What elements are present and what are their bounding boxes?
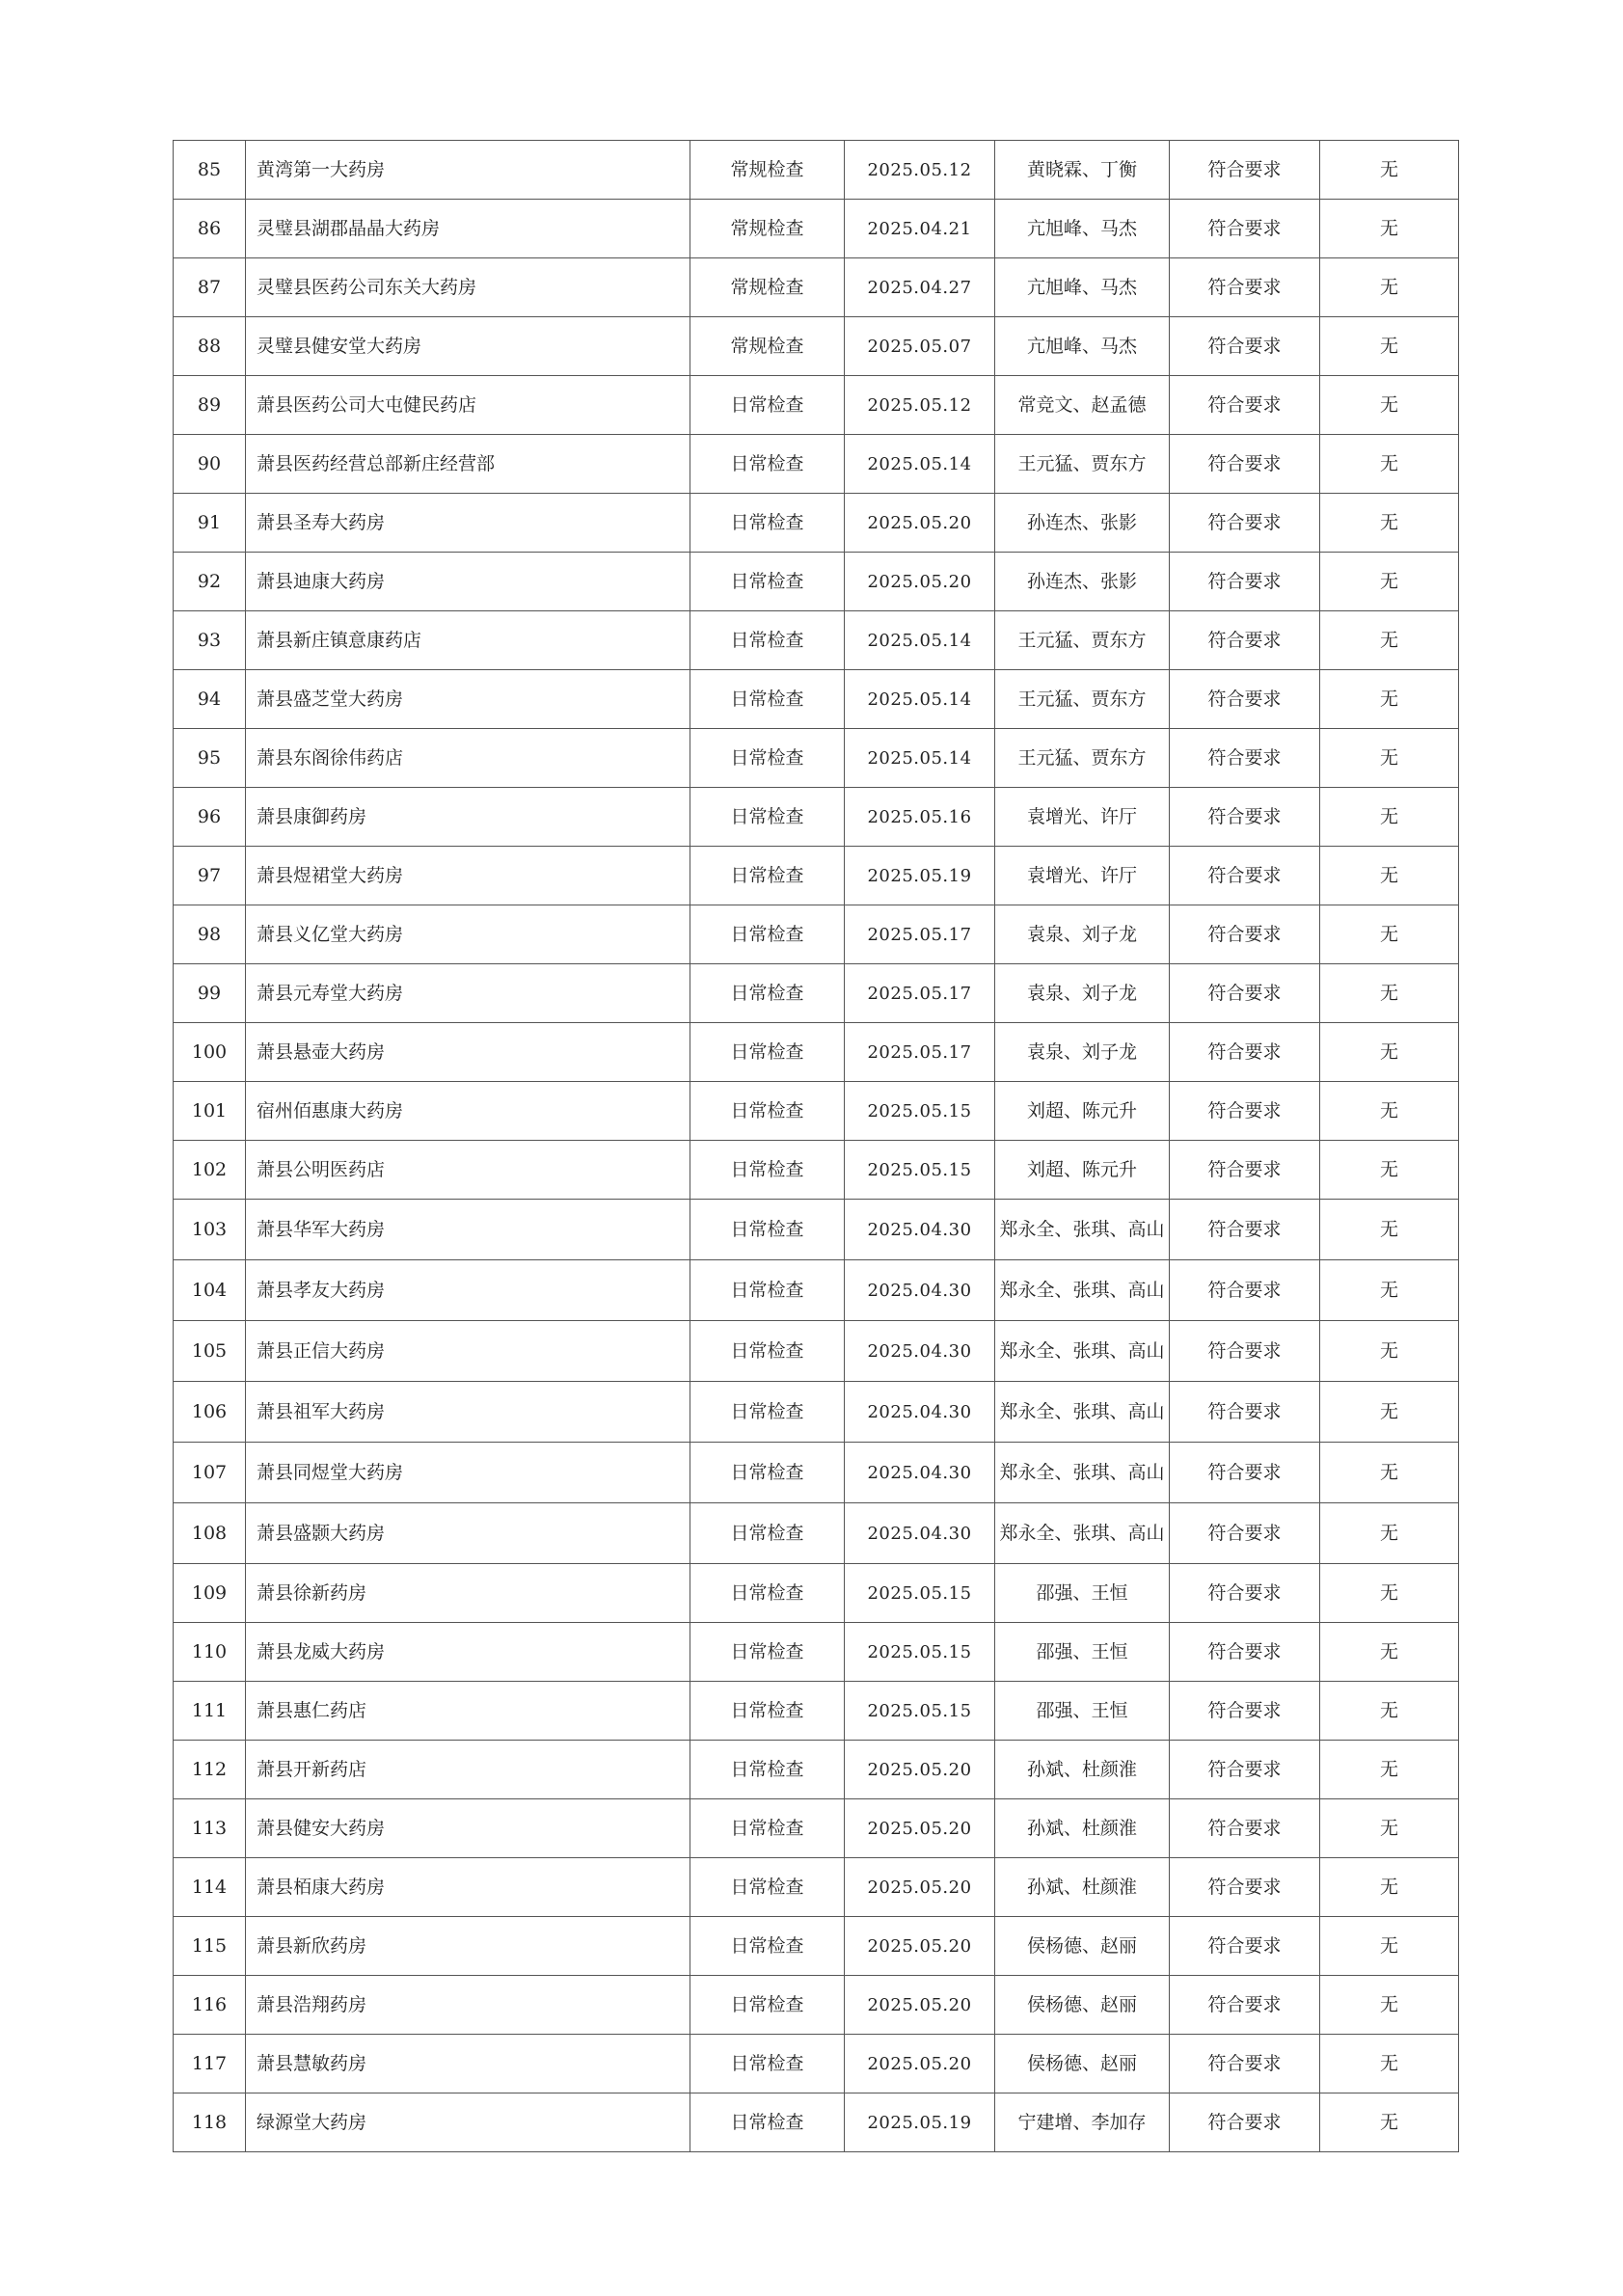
table-row [174,200,1459,258]
inspection-date: 2025.05.14 [845,729,995,788]
remark: 无 [1320,258,1459,317]
inspection-date: 2025.05.15 [845,1082,995,1141]
inspection-type: 日常检查 [690,1023,845,1082]
inspection-type: 日常检查 [690,435,845,494]
inspection-type: 日常检查 [690,964,845,1023]
table-row [174,1976,1459,2035]
pharmacy-name: 灵璧县医药公司东关大药房 [246,258,690,317]
inspection-type: 日常检查 [690,1858,845,1917]
table-row [174,964,1459,1023]
inspectors: 袁泉、刘子龙 [995,1023,1170,1082]
inspection-date: 2025.04.21 [845,200,995,258]
pharmacy-name: 萧县徐新药房 [246,1564,690,1623]
inspection-type: 常规检查 [690,141,845,200]
inspectors: 侯杨德、赵丽 [995,1917,1170,1976]
inspection-type: 日常检查 [690,1321,845,1382]
inspection-result: 符合要求 [1170,1682,1320,1741]
inspection-result: 符合要求 [1170,1976,1320,2035]
inspection-type: 日常检查 [690,847,845,905]
row-number: 92 [174,553,246,611]
pharmacy-name: 灵璧县湖郡晶晶大药房 [246,200,690,258]
remark: 无 [1320,1443,1459,1503]
inspection-type: 日常检查 [690,376,845,435]
remark: 无 [1320,200,1459,258]
pharmacy-name: 萧县医药经营总部新庄经营部 [246,435,690,494]
inspectors: 邵强、王恒 [995,1623,1170,1682]
remark: 无 [1320,964,1459,1023]
table-row [174,1917,1459,1976]
remark: 无 [1320,1200,1459,1260]
inspection-date: 2025.04.30 [845,1443,995,1503]
row-number: 94 [174,670,246,729]
row-number: 91 [174,494,246,553]
row-number: 100 [174,1023,246,1082]
inspectors: 袁增光、许厅 [995,788,1170,847]
inspection-type: 日常检查 [690,1799,845,1858]
inspection-type: 日常检查 [690,494,845,553]
remark: 无 [1320,435,1459,494]
remark: 无 [1320,670,1459,729]
inspection-result: 符合要求 [1170,1917,1320,1976]
inspection-type: 日常检查 [690,1443,845,1503]
inspectors: 邵强、王恒 [995,1564,1170,1623]
table-row [174,1799,1459,1858]
table-row [174,2093,1459,2152]
table-row [174,611,1459,670]
row-number: 109 [174,1564,246,1623]
inspection-result: 符合要求 [1170,1564,1320,1623]
row-number: 118 [174,2093,246,2152]
inspection-date: 2025.05.15 [845,1564,995,1623]
inspectors: 王元猛、贾东方 [995,435,1170,494]
remark: 无 [1320,1623,1459,1682]
inspection-type: 日常检查 [690,2035,845,2093]
pharmacy-name: 宿州佰惠康大药房 [246,1082,690,1141]
inspection-result: 符合要求 [1170,553,1320,611]
inspection-type: 日常检查 [690,1976,845,2035]
inspectors: 亢旭峰、马杰 [995,317,1170,376]
inspectors: 袁泉、刘子龙 [995,964,1170,1023]
remark: 无 [1320,1141,1459,1200]
inspection-result: 符合要求 [1170,258,1320,317]
inspection-result: 符合要求 [1170,317,1320,376]
row-number: 96 [174,788,246,847]
row-number: 116 [174,1976,246,2035]
inspection-type: 日常检查 [690,670,845,729]
inspection-date: 2025.04.27 [845,258,995,317]
inspection-result: 符合要求 [1170,1741,1320,1799]
pharmacy-name: 萧县孝友大药房 [246,1260,690,1321]
table-row [174,553,1459,611]
table-row [174,1741,1459,1799]
inspectors: 常竞文、赵孟德 [995,376,1170,435]
remark: 无 [1320,1382,1459,1443]
inspection-date: 2025.05.20 [845,1799,995,1858]
inspection-type: 日常检查 [690,905,845,964]
inspection-date: 2025.05.19 [845,847,995,905]
remark: 无 [1320,611,1459,670]
inspection-result: 符合要求 [1170,1623,1320,1682]
inspectors: 邵强、王恒 [995,1682,1170,1741]
remark: 无 [1320,729,1459,788]
inspection-result: 符合要求 [1170,2035,1320,2093]
remark: 无 [1320,1976,1459,2035]
inspectors: 宁建增、李加存 [995,2093,1170,2152]
inspection-date: 2025.05.20 [845,2035,995,2093]
inspection-date: 2025.05.20 [845,1917,995,1976]
row-number: 86 [174,200,246,258]
inspectors: 孙连杰、张影 [995,494,1170,553]
inspectors: 孙斌、杜颜淮 [995,1799,1170,1858]
row-number: 89 [174,376,246,435]
pharmacy-name: 绿源堂大药房 [246,2093,690,2152]
inspection-type: 日常检查 [690,2093,845,2152]
inspection-type: 日常检查 [690,1623,845,1682]
inspection-result: 符合要求 [1170,670,1320,729]
inspection-date: 2025.05.12 [845,141,995,200]
inspection-result: 符合要求 [1170,847,1320,905]
inspection-table [173,140,1459,2152]
inspection-result: 符合要求 [1170,494,1320,553]
row-number: 85 [174,141,246,200]
table-body [174,141,1459,2152]
table-row [174,1503,1459,1564]
inspectors: 郑永全、张琪、高山 [995,1443,1170,1503]
row-number: 103 [174,1200,246,1260]
pharmacy-name: 萧县医药公司大屯健民药店 [246,376,690,435]
inspection-date: 2025.04.30 [845,1382,995,1443]
inspection-type: 日常检查 [690,1200,845,1260]
inspection-date: 2025.05.20 [845,1858,995,1917]
inspection-type: 日常检查 [690,1141,845,1200]
remark: 无 [1320,1023,1459,1082]
inspection-date: 2025.05.17 [845,905,995,964]
table-row [174,905,1459,964]
inspection-type: 日常检查 [690,1260,845,1321]
row-number: 108 [174,1503,246,1564]
inspectors: 侯杨德、赵丽 [995,2035,1170,2093]
pharmacy-name: 萧县悬壶大药房 [246,1023,690,1082]
pharmacy-name: 灵璧县健安堂大药房 [246,317,690,376]
inspection-type: 日常检查 [690,729,845,788]
inspection-type: 日常检查 [690,1682,845,1741]
table-row [174,1858,1459,1917]
inspection-date: 2025.05.12 [845,376,995,435]
row-number: 105 [174,1321,246,1382]
inspection-date: 2025.05.20 [845,494,995,553]
row-number: 93 [174,611,246,670]
inspection-date: 2025.05.17 [845,964,995,1023]
pharmacy-name: 萧县迪康大药房 [246,553,690,611]
remark: 无 [1320,788,1459,847]
row-number: 102 [174,1141,246,1200]
inspection-date: 2025.04.30 [845,1503,995,1564]
inspection-date: 2025.05.20 [845,1976,995,2035]
pharmacy-name: 萧县盛颢大药房 [246,1503,690,1564]
row-number: 115 [174,1917,246,1976]
inspection-result: 符合要求 [1170,905,1320,964]
inspection-date: 2025.05.14 [845,435,995,494]
table-row [174,729,1459,788]
inspection-date: 2025.05.07 [845,317,995,376]
remark: 无 [1320,1564,1459,1623]
row-number: 98 [174,905,246,964]
row-number: 95 [174,729,246,788]
inspection-result: 符合要求 [1170,1200,1320,1260]
inspection-date: 2025.05.19 [845,2093,995,2152]
remark: 无 [1320,847,1459,905]
inspection-date: 2025.04.30 [845,1260,995,1321]
table-row [174,1023,1459,1082]
table-row [174,1082,1459,1141]
remark: 无 [1320,1917,1459,1976]
pharmacy-name: 萧县浩翔药房 [246,1976,690,2035]
inspection-type: 日常检查 [690,1503,845,1564]
table-row [174,670,1459,729]
inspection-type: 日常检查 [690,553,845,611]
inspection-date: 2025.04.30 [845,1200,995,1260]
row-number: 97 [174,847,246,905]
row-number: 110 [174,1623,246,1682]
inspection-type: 日常检查 [690,1741,845,1799]
inspection-date: 2025.05.15 [845,1682,995,1741]
table-row [174,1260,1459,1321]
pharmacy-name: 萧县同煜堂大药房 [246,1443,690,1503]
pharmacy-name: 萧县圣寿大药房 [246,494,690,553]
inspectors: 侯杨德、赵丽 [995,1976,1170,2035]
inspection-type: 日常检查 [690,1382,845,1443]
remark: 无 [1320,1082,1459,1141]
pharmacy-name: 萧县栢康大药房 [246,1858,690,1917]
pharmacy-name: 萧县盛芝堂大药房 [246,670,690,729]
table-row [174,1682,1459,1741]
inspectors: 孙连杰、张影 [995,553,1170,611]
pharmacy-name: 萧县公明医药店 [246,1141,690,1200]
row-number: 106 [174,1382,246,1443]
inspection-date: 2025.05.17 [845,1023,995,1082]
inspectors: 郑永全、张琪、高山 [995,1260,1170,1321]
table-row [174,435,1459,494]
inspectors: 亢旭峰、马杰 [995,258,1170,317]
table-row [174,494,1459,553]
row-number: 111 [174,1682,246,1741]
inspectors: 孙斌、杜颜淮 [995,1858,1170,1917]
inspectors: 刘超、陈元升 [995,1082,1170,1141]
pharmacy-name: 萧县东阁徐伟药店 [246,729,690,788]
table-row [174,1443,1459,1503]
inspection-result: 符合要求 [1170,435,1320,494]
remark: 无 [1320,1682,1459,1741]
remark: 无 [1320,494,1459,553]
inspectors: 刘超、陈元升 [995,1141,1170,1200]
remark: 无 [1320,2035,1459,2093]
remark: 无 [1320,1741,1459,1799]
inspection-date: 2025.05.20 [845,1741,995,1799]
inspection-result: 符合要求 [1170,964,1320,1023]
row-number: 101 [174,1082,246,1141]
table-row [174,847,1459,905]
remark: 无 [1320,553,1459,611]
pharmacy-name: 萧县新庄镇意康药店 [246,611,690,670]
remark: 无 [1320,1799,1459,1858]
inspectors: 袁增光、许厅 [995,847,1170,905]
inspection-result: 符合要求 [1170,2093,1320,2152]
inspectors: 郑永全、张琪、高山 [995,1200,1170,1260]
pharmacy-name: 萧县慧敏药房 [246,2035,690,2093]
pharmacy-name: 萧县惠仁药店 [246,1682,690,1741]
row-number: 88 [174,317,246,376]
pharmacy-name: 萧县煜裙堂大药房 [246,847,690,905]
remark: 无 [1320,317,1459,376]
row-number: 87 [174,258,246,317]
inspection-result: 符合要求 [1170,788,1320,847]
row-number: 112 [174,1741,246,1799]
inspection-result: 符合要求 [1170,1260,1320,1321]
inspection-type: 日常检查 [690,1564,845,1623]
table-row [174,376,1459,435]
row-number: 104 [174,1260,246,1321]
inspectors: 王元猛、贾东方 [995,611,1170,670]
inspection-date: 2025.04.30 [845,1321,995,1382]
table-row [174,1141,1459,1200]
table-row [174,1564,1459,1623]
table-row [174,1623,1459,1682]
inspection-result: 符合要求 [1170,376,1320,435]
remark: 无 [1320,1858,1459,1917]
inspection-result: 符合要求 [1170,1141,1320,1200]
inspection-type: 常规检查 [690,258,845,317]
pharmacy-name: 萧县华军大药房 [246,1200,690,1260]
inspection-date: 2025.05.20 [845,553,995,611]
remark: 无 [1320,1321,1459,1382]
row-number: 107 [174,1443,246,1503]
inspection-result: 符合要求 [1170,1799,1320,1858]
remark: 无 [1320,2093,1459,2152]
inspection-type: 日常检查 [690,1917,845,1976]
inspectors: 黄晓霖、丁衡 [995,141,1170,200]
inspection-date: 2025.05.16 [845,788,995,847]
inspection-result: 符合要求 [1170,1082,1320,1141]
inspectors: 袁泉、刘子龙 [995,905,1170,964]
row-number: 117 [174,2035,246,2093]
inspection-type: 日常检查 [690,611,845,670]
remark: 无 [1320,141,1459,200]
inspectors: 郑永全、张琪、高山 [995,1321,1170,1382]
pharmacy-name: 萧县元寿堂大药房 [246,964,690,1023]
row-number: 113 [174,1799,246,1858]
inspection-result: 符合要求 [1170,729,1320,788]
inspection-result: 符合要求 [1170,1023,1320,1082]
inspectors: 郑永全、张琪、高山 [995,1503,1170,1564]
table-row [174,1382,1459,1443]
pharmacy-name: 萧县祖军大药房 [246,1382,690,1443]
inspection-type: 日常检查 [690,1082,845,1141]
inspectors: 孙斌、杜颜淮 [995,1741,1170,1799]
inspection-date: 2025.05.14 [845,670,995,729]
remark: 无 [1320,905,1459,964]
row-number: 114 [174,1858,246,1917]
inspection-date: 2025.05.15 [845,1623,995,1682]
pharmacy-name: 萧县义亿堂大药房 [246,905,690,964]
pharmacy-name: 萧县开新药店 [246,1741,690,1799]
inspectors: 郑永全、张琪、高山 [995,1382,1170,1443]
table-row [174,788,1459,847]
inspection-result: 符合要求 [1170,141,1320,200]
inspection-date: 2025.05.15 [845,1141,995,1200]
pharmacy-name: 黄湾第一大药房 [246,141,690,200]
table-row [174,1321,1459,1382]
remark: 无 [1320,376,1459,435]
remark: 无 [1320,1260,1459,1321]
pharmacy-name: 萧县健安大药房 [246,1799,690,1858]
table-row [174,258,1459,317]
row-number: 99 [174,964,246,1023]
inspection-result: 符合要求 [1170,1503,1320,1564]
inspection-result: 符合要求 [1170,1858,1320,1917]
table-row [174,317,1459,376]
inspectors: 王元猛、贾东方 [995,729,1170,788]
table-row [174,1200,1459,1260]
inspectors: 王元猛、贾东方 [995,670,1170,729]
inspection-type: 常规检查 [690,200,845,258]
inspection-result: 符合要求 [1170,611,1320,670]
remark: 无 [1320,1503,1459,1564]
pharmacy-name: 萧县新欣药房 [246,1917,690,1976]
inspection-date: 2025.05.14 [845,611,995,670]
pharmacy-name: 萧县正信大药房 [246,1321,690,1382]
inspection-result: 符合要求 [1170,1382,1320,1443]
pharmacy-name: 萧县康御药房 [246,788,690,847]
row-number: 90 [174,435,246,494]
inspectors: 亢旭峰、马杰 [995,200,1170,258]
inspection-result: 符合要求 [1170,200,1320,258]
table-row [174,141,1459,200]
pharmacy-name: 萧县龙威大药房 [246,1623,690,1682]
inspection-result: 符合要求 [1170,1443,1320,1503]
table-row [174,2035,1459,2093]
inspection-type: 常规检查 [690,317,845,376]
inspection-type: 日常检查 [690,788,845,847]
inspection-result: 符合要求 [1170,1321,1320,1382]
